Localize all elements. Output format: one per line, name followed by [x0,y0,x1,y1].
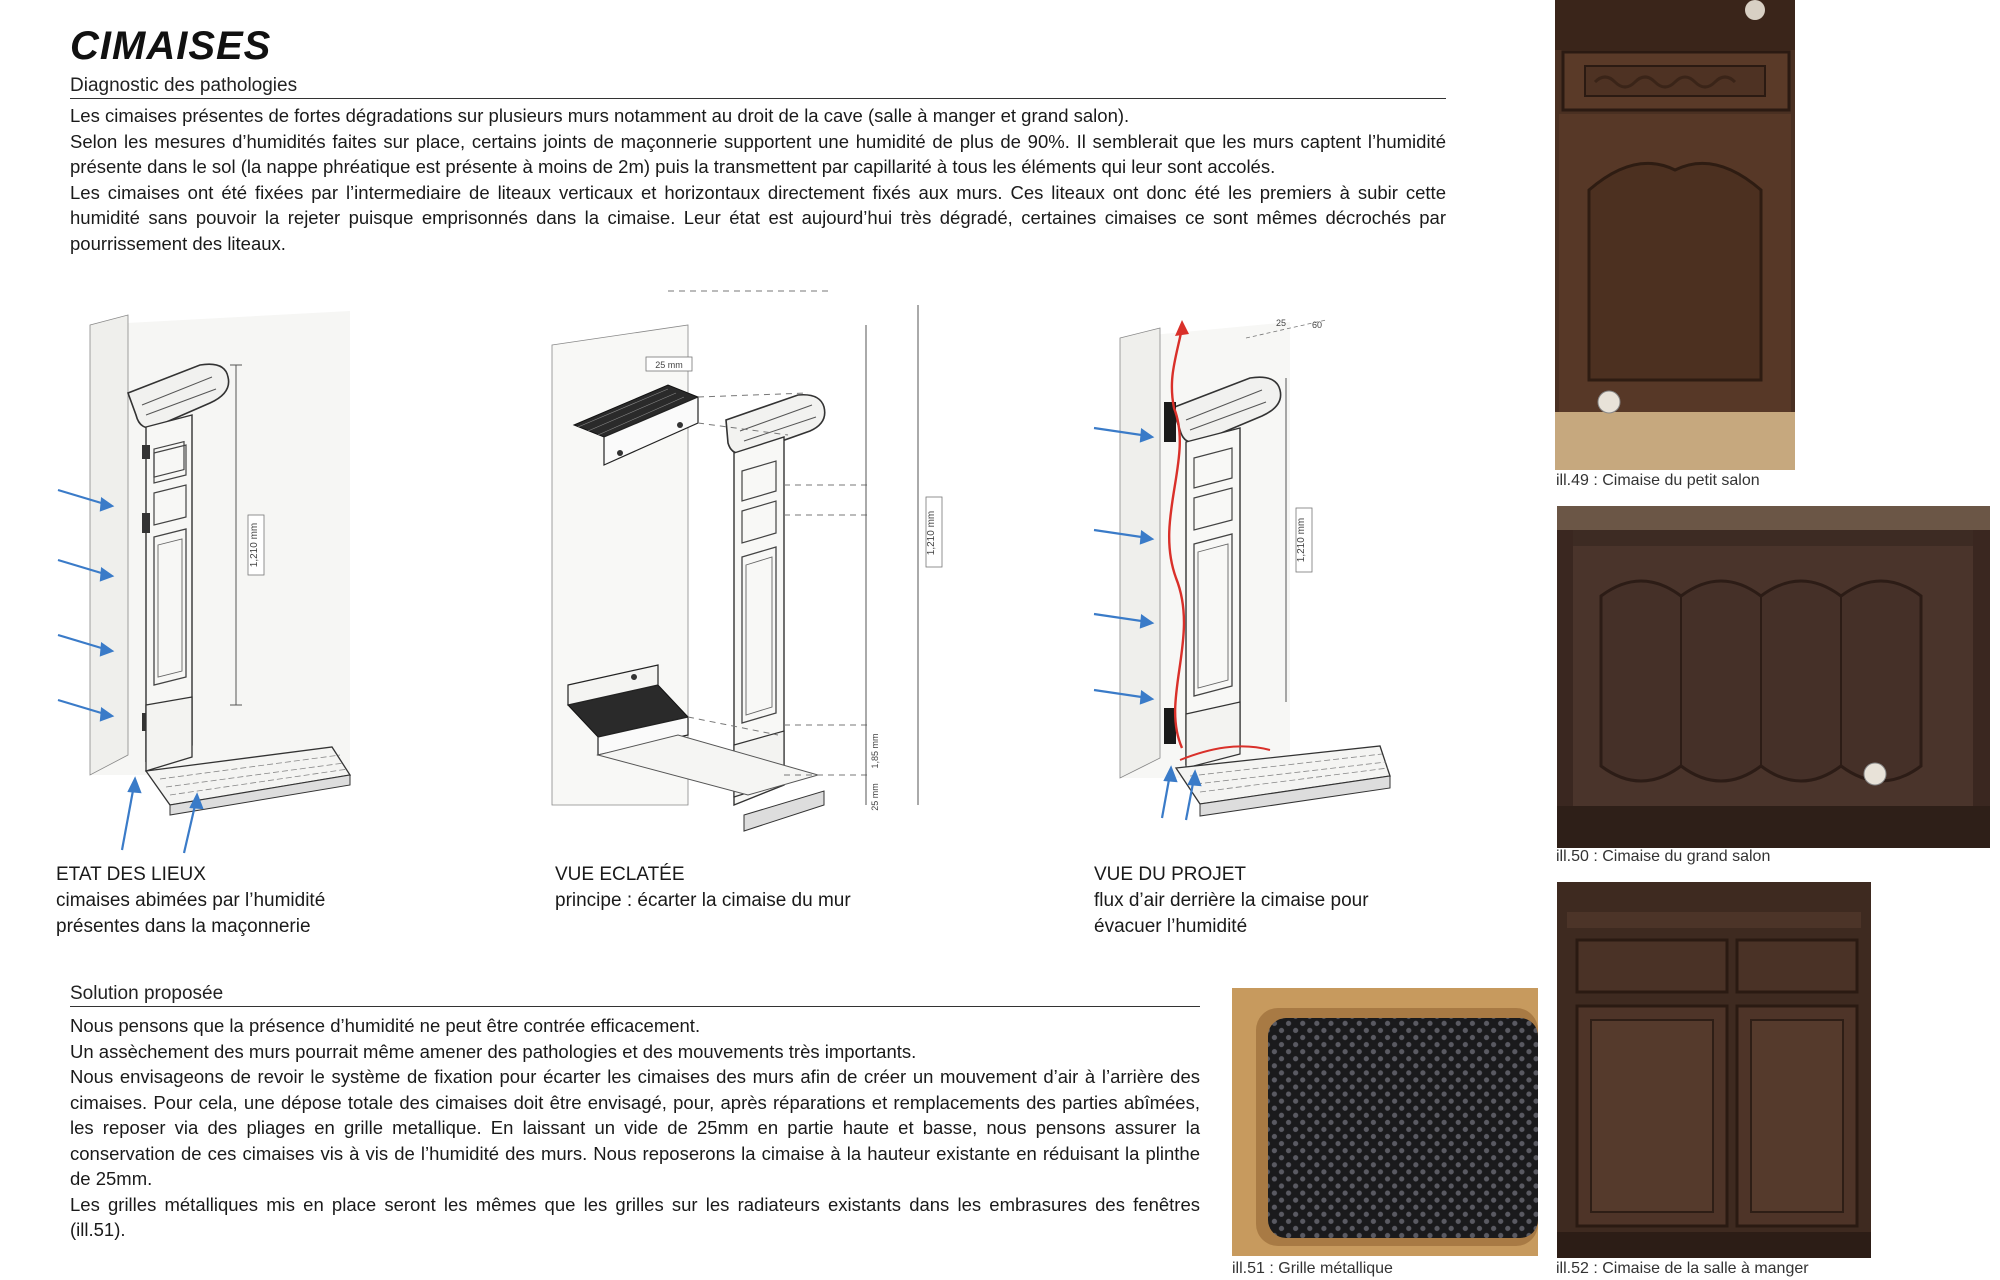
caption-projet-line-2: évacuer l’humidité [1094,916,1248,937]
caption-etat-des-lieux [56,862,476,940]
sketch3-dim-a: 25 [1276,318,1287,328]
caption-etat-line-1: cimaises abimées par l’humidité [56,890,326,911]
caption-vue-eclatee [555,862,975,914]
caption-eclatee-title: VUE ECLATÉE [555,864,685,885]
photo-petit-salon [1555,0,1795,470]
sketch2-dim-mid: 1,210 mm [926,510,937,556]
page-title: CIMAISES [70,24,272,68]
solution-heading: Solution proposée [70,983,1200,1007]
solution-line-1: Nous pensons que la présence d’humidité ne peut être contrée efficacement. [70,1015,701,1036]
solution-line-3: Nous envisageons de revoir le système de fixation pour écarter les cimaises des murs afin de créer un mouvement d’air à l’arrière des cimaises. Pour cela, une dépose totale des cimaises doit être envisagé, pour, après réparations et remplacements des parties abîmées, les reposer via des pliages en grille metallique. En laissant un vide de 25mm en partie haute et basse, nous pensons assurer la conservation de ces cimaises vis à vis de l’humidité des murs. Nous reposerons la cimaise à la hauteur existante en réduisant la plinthe de 25mm. [70,1066,1200,1189]
photo-grand-salon [1557,506,1990,848]
diagnostic-line-3: Les cimaises ont été fixées par l’intermediaire de liteaux verticaux et horizontaux directement fixés aux murs. Ces liteaux ont donc été les premiers à subir cette humidité sans pouvoir la rejeter puisque emprisonnés dans la cimaise. Leur état est aujourd’hui très dégradé, certaines cimaises ce sont mêmes décrochés par pourrissement des liteaux. [70,181,1446,254]
sketch2-dim-top: 25 mm [655,360,683,370]
sketch3-dim: 1,210 mm [1296,517,1307,563]
caption-projet-title: VUE DU PROJET [1094,864,1247,885]
caption-vue-du-projet [1094,862,1514,940]
caption-etat-title: ETAT DES LIEUX [56,864,206,885]
sketch2-dim-low: 1,85 mm [870,733,880,769]
sketch1-dim-label: 1,210 mm [249,522,260,568]
sketch2-dim-bot: 25 mm [870,783,880,811]
diagnostic-heading: Diagnostic des pathologies [70,75,1446,99]
sketch-vue-eclatee [548,285,948,865]
caption-projet-line-1: flux d’air derrière la cimaise pour [1094,890,1369,911]
solution-line-4: Les grilles métalliques mis en place seront les mêmes que les grilles sur les radiateurs existants dans les embrasures des fenêtres (ill.51). [70,1193,1200,1240]
photo-salle-a-manger [1557,882,1871,1258]
diagnostic-line-2: Selon les mesures d’humidités faites sur place, certains joints de maçonnerie supportent une humidité de plus de 90%. Il semblerait que les murs captent l’humidité présente dans le sol (la nappe phréatique est présente à moins de 2m) puis la transmettent par capillarité à tous les éléments qui leur sont accolés. [70,130,1446,177]
solution-text [70,1013,1200,1243]
caption-etat-line-2: présentes dans la maçonnerie [56,916,311,937]
caption-ill-49: ill.49 : Cimaise du petit salon [1556,472,1760,489]
solution-line-2: Un assèchement des murs pourrait même amener des pathologies et des mouvements très importants. [70,1040,917,1062]
diagnostic-line-1: Les cimaises présentes de fortes dégradations sur plusieurs murs notamment au droit de la cave (salle à manger et grand salon). [70,105,1130,126]
sketch-etat-des-lieux [50,305,370,865]
sketch-vue-du-projet [1090,298,1430,838]
sketch-etat-des-lieux-drawing [50,305,370,865]
caption-eclatee-line-1: principe : écarter la cimaise du mur [555,890,851,911]
caption-ill-52: ill.52 : Cimaise de la salle à manger [1556,1260,1809,1277]
caption-ill-50: ill.50 : Cimaise du grand salon [1556,848,1771,865]
caption-ill-51: ill.51 : Grille métallique [1232,1260,1393,1277]
sketch-vue-eclatee-drawing [548,285,948,865]
diagnostic-text [70,103,1446,256]
sketch3-dim-b: 60 [1312,320,1323,330]
photo-grille-metallique [1232,988,1538,1256]
sketch-vue-du-projet-drawing [1090,298,1430,838]
